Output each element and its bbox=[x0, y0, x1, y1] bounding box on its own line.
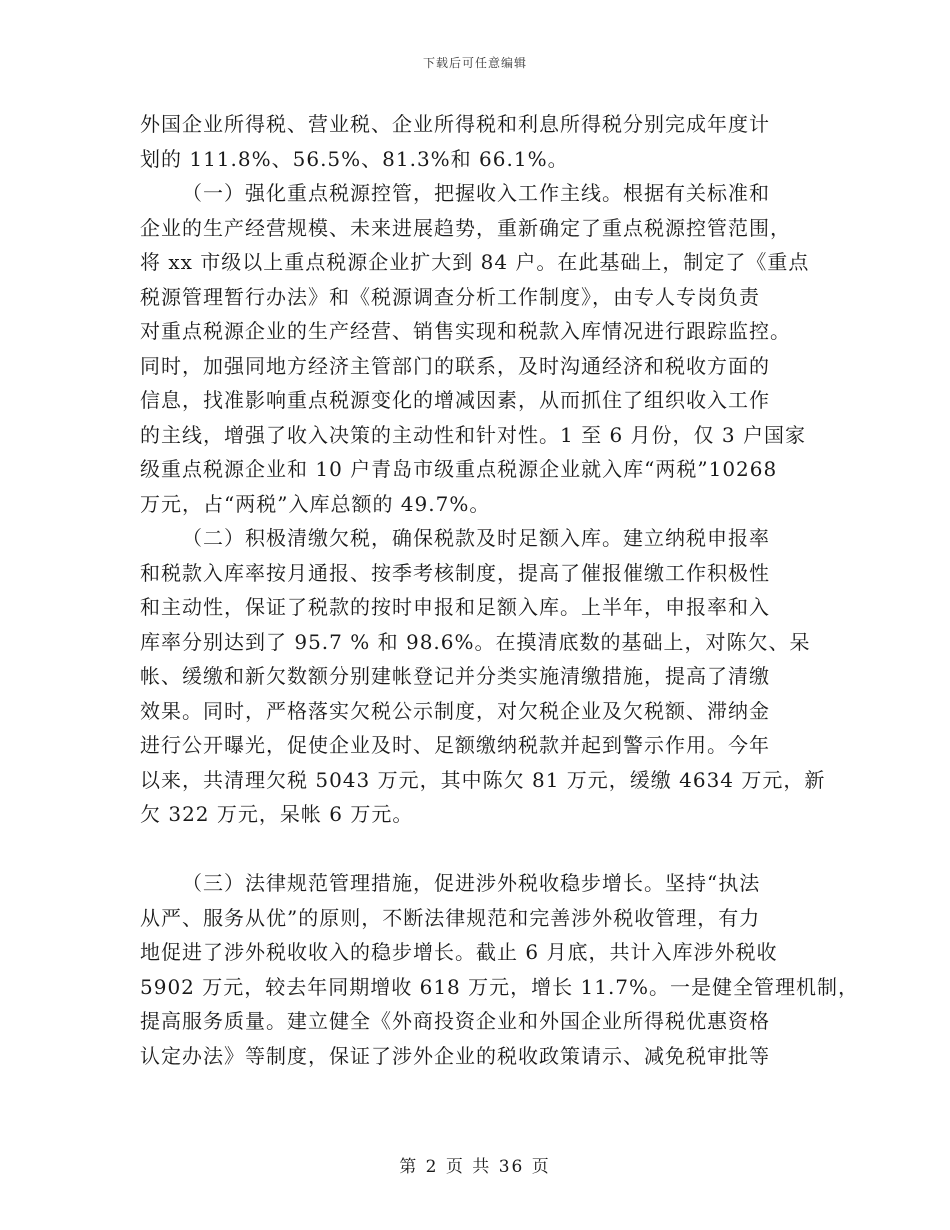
document-body bbox=[140, 107, 860, 1073]
text-line: 从严、服务从优”的原则，不断法律规范和完善涉外税收管理，有力 bbox=[140, 905, 761, 930]
text-line: 进行公开曝光，促使企业及时、足额缴纳税款并起到警示作用。今年 bbox=[140, 733, 770, 757]
text-line: 以来，共清理欠税 5043 万元，其中陈欠 81 万元，缓缴 4634 万元，新 bbox=[140, 767, 826, 792]
page-header: 下载后可任意编辑 bbox=[422, 56, 527, 70]
text-line: 万元，占“两税”入库总额的 49.7%。 bbox=[140, 491, 491, 516]
text-line: 地促进了涉外税收收入的稳步增长。截止 6 月底，共计入库涉外税收 bbox=[140, 940, 778, 964]
text-line: 企业的生产经营规模、未来进展趋势，重新确定了重点税源控管范围， bbox=[140, 215, 791, 240]
text-line: 同时，加强同地方经济主管部门的联系，及时沟通经济和税收方面的 bbox=[140, 353, 770, 378]
text-line: 对重点税源企业的生产经营、销售实现和税款入库情况进行跟踪监控。 bbox=[140, 319, 791, 343]
text-line: 级重点税源企业和 10 户青岛市级重点税源企业就入库“两税”10268 bbox=[140, 457, 778, 481]
text-line: 和主动性，保证了税款的按时申报和足额入库。上半年，申报率和入 bbox=[140, 595, 770, 619]
text-line: （三）法律规范管理措施，促进涉外税收稳步增长。坚持“执法 bbox=[182, 871, 761, 895]
text-line: （一）强化重点税源控管，把握收入工作主线。根据有关标准和 bbox=[182, 181, 770, 205]
page-number-footer: 第 2 页 共 36 页 bbox=[399, 1157, 551, 1177]
text-line: 将 xx 市级以上重点税源企业扩大到 84 户。在此基础上，制定了《重点 bbox=[140, 250, 810, 274]
text-line: 外国企业所得税、营业税、企业所得税和利息所得税分别完成年度计 bbox=[140, 112, 770, 136]
text-line: 认定办法》等制度，保证了涉外企业的税收政策请示、减免税审批等 bbox=[140, 1043, 770, 1068]
text-line: 的主线，增强了收入决策的主动性和针对性。1 至 6 月份，仅 3 户国家 bbox=[140, 422, 806, 447]
text-line: 和税款入库率按月通报、按季考核制度，提高了催报催缴工作积极性 bbox=[140, 560, 770, 585]
text-line: 提高服务质量。建立健全《外商投资企业和外国企业所得税优惠资格 bbox=[140, 1009, 770, 1033]
text-line: 欠 322 万元，呆帐 6 万元。 bbox=[140, 802, 414, 826]
text-line: 划的 111.8%、56.5%、81.3%和 66.1%。 bbox=[140, 146, 569, 171]
text-line: 税源管理暂行办法》和《税源调查分析工作制度》，由专人专岗负责 bbox=[140, 284, 760, 309]
text-line: 效果。同时，严格落实欠税公示制度，对欠税企业及欠税额、滞纳金 bbox=[140, 698, 770, 723]
text-line: 库率分别达到了 95.7 % 和 98.6%。在摸清底数的基础上，对陈欠、呆 bbox=[140, 629, 811, 654]
text-line: 5902 万元，较去年同期增收 618 万元，增长 11.7%。一是健全管理机制， bbox=[140, 974, 860, 999]
text-line: 信息，找准影响重点税源变化的增减因素，从而抓住了组织收入工作 bbox=[140, 388, 770, 412]
text-line: 帐、缓缴和新欠数额分别建帐登记并分类实施清缴措施，提高了清缴 bbox=[140, 664, 770, 688]
text-line bbox=[140, 832, 820, 867]
text-line: （二）积极清缴欠税，确保税款及时足额入库。建立纳税申报率 bbox=[182, 526, 770, 550]
